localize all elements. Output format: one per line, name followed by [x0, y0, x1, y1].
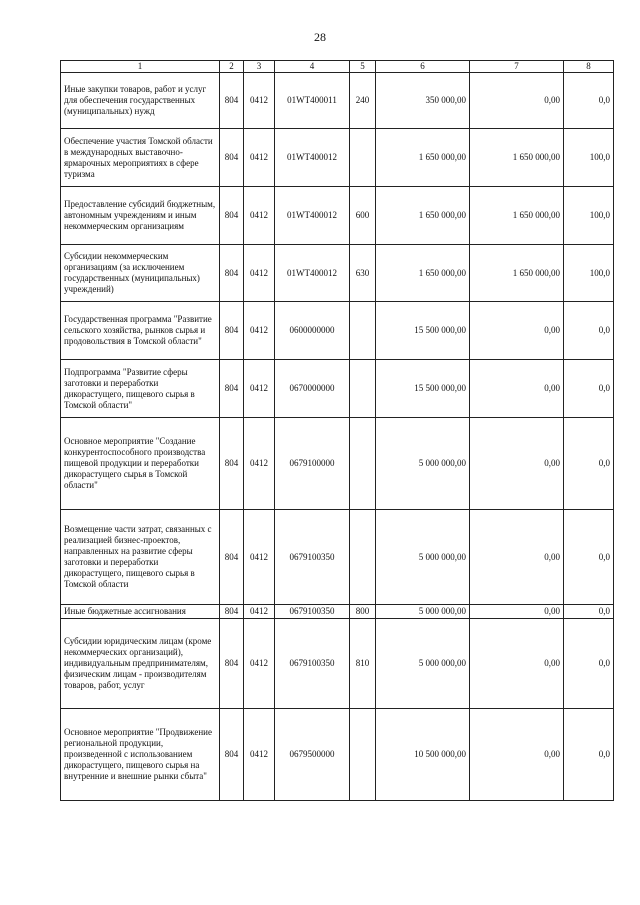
target-article-code: 0670000000	[275, 360, 350, 418]
plan-amount: 1 650 000,00	[376, 129, 470, 187]
target-article-code: 0600000000	[275, 302, 350, 360]
actual-amount: 0,00	[470, 360, 564, 418]
execution-percent: 0,0	[564, 73, 614, 129]
page-number: 28	[314, 30, 326, 44]
expense-type-code: 800	[350, 605, 376, 619]
actual-amount: 0,00	[470, 73, 564, 129]
row-name: Возмещение части затрат, связанных с реализацией бизнес-проектов, направленных на развитие сферы заготовки и переработки дикорастущего, пищевого сырья в Томской области	[61, 510, 220, 605]
expense-type-code: 600	[350, 187, 376, 245]
expense-type-code	[350, 510, 376, 605]
section-code: 0412	[244, 73, 275, 129]
actual-amount: 0,00	[470, 302, 564, 360]
section-code: 0412	[244, 129, 275, 187]
expense-type-code	[350, 129, 376, 187]
plan-amount: 1 650 000,00	[376, 187, 470, 245]
section-code: 0412	[244, 619, 275, 709]
column-header: 5	[350, 61, 376, 73]
column-header: 2	[220, 61, 244, 73]
row-name: Основное мероприятие "Продвижение региональной продукции, произведенной с использованием дикорастущего, пищевого сырья на внутренние и внешние рынки сбыта"	[61, 709, 220, 801]
section-code: 0412	[244, 510, 275, 605]
target-article-code: 01WT400012	[275, 187, 350, 245]
section-code: 0412	[244, 245, 275, 302]
expense-type-code: 630	[350, 245, 376, 302]
execution-percent: 100,0	[564, 245, 614, 302]
column-header: 4	[275, 61, 350, 73]
expense-type-code: 240	[350, 73, 376, 129]
expense-type-code	[350, 709, 376, 801]
section-code: 0412	[244, 187, 275, 245]
execution-percent: 100,0	[564, 129, 614, 187]
execution-percent: 0,0	[564, 605, 614, 619]
target-article-code: 01WT400011	[275, 73, 350, 129]
ministry-code: 804	[220, 129, 244, 187]
budget-table	[60, 60, 614, 801]
target-article-code: 0679100350	[275, 510, 350, 605]
row-name: Обеспечение участия Томской области в международных выставочно-ярмарочных мероприятиях в сфере туризма	[61, 129, 220, 187]
row-name: Субсидии юридическим лицам (кроме некоммерческих организаций), индивидуальным предпринимателям, физическим лицам - производителям товаров, работ, услуг	[61, 619, 220, 709]
target-article-code: 0679100350	[275, 605, 350, 619]
ministry-code: 804	[220, 187, 244, 245]
row-name: Подпрограмма "Развитие сферы заготовки и переработки дикорастущего, пищевого сырья в Томской области"	[61, 360, 220, 418]
ministry-code: 804	[220, 619, 244, 709]
column-header: 8	[564, 61, 614, 73]
plan-amount: 5 000 000,00	[376, 605, 470, 619]
actual-amount: 0,00	[470, 619, 564, 709]
expense-type-code	[350, 302, 376, 360]
table-row	[61, 418, 614, 510]
section-code: 0412	[244, 360, 275, 418]
actual-amount: 0,00	[470, 418, 564, 510]
column-header: 6	[376, 61, 470, 73]
target-article-code: 0679100350	[275, 619, 350, 709]
execution-percent: 0,0	[564, 360, 614, 418]
execution-percent: 0,0	[564, 418, 614, 510]
plan-amount: 5 000 000,00	[376, 619, 470, 709]
target-article-code: 0679100000	[275, 418, 350, 510]
table-row	[61, 605, 614, 619]
plan-amount: 5 000 000,00	[376, 418, 470, 510]
ministry-code: 804	[220, 245, 244, 302]
row-name: Предоставление субсидий бюджетным, автономным учреждениям и иным некоммерческим организациям	[61, 187, 220, 245]
table-row	[61, 73, 614, 129]
row-name: Иные закупки товаров, работ и услуг для обеспечения государственных (муниципальных) нужд	[61, 73, 220, 129]
column-header: 1	[61, 61, 220, 73]
plan-amount: 5 000 000,00	[376, 510, 470, 605]
target-article-code: 01WT400012	[275, 245, 350, 302]
target-article-code: 0679500000	[275, 709, 350, 801]
plan-amount: 350 000,00	[376, 73, 470, 129]
actual-amount: 1 650 000,00	[470, 187, 564, 245]
ministry-code: 804	[220, 418, 244, 510]
ministry-code: 804	[220, 510, 244, 605]
expense-type-code	[350, 360, 376, 418]
table-row	[61, 187, 614, 245]
column-header: 7	[470, 61, 564, 73]
execution-percent: 0,0	[564, 302, 614, 360]
table-row	[61, 302, 614, 360]
table-row	[61, 245, 614, 302]
section-code: 0412	[244, 605, 275, 619]
plan-amount: 10 500 000,00	[376, 709, 470, 801]
ministry-code: 804	[220, 302, 244, 360]
execution-percent: 0,0	[564, 510, 614, 605]
row-name: Субсидии некоммерческим организациям (за исключением государственных (муниципальных) учреждений)	[61, 245, 220, 302]
row-name: Иные бюджетные ассигнования	[61, 605, 220, 619]
table-row	[61, 360, 614, 418]
plan-amount: 15 500 000,00	[376, 302, 470, 360]
table-row	[61, 510, 614, 605]
section-code: 0412	[244, 709, 275, 801]
header-row	[61, 61, 614, 73]
row-name: Основное мероприятие "Создание конкурентоспособного производства пищевой продукции и переработки дикорастущего сырья в Томской области"	[61, 418, 220, 510]
actual-amount: 1 650 000,00	[470, 129, 564, 187]
expense-type-code	[350, 418, 376, 510]
table-row	[61, 129, 614, 187]
actual-amount: 1 650 000,00	[470, 245, 564, 302]
column-header: 3	[244, 61, 275, 73]
actual-amount: 0,00	[470, 709, 564, 801]
section-code: 0412	[244, 418, 275, 510]
actual-amount: 0,00	[470, 605, 564, 619]
ministry-code: 804	[220, 73, 244, 129]
ministry-code: 804	[220, 360, 244, 418]
execution-percent: 0,0	[564, 709, 614, 801]
target-article-code: 01WT400012	[275, 129, 350, 187]
plan-amount: 15 500 000,00	[376, 360, 470, 418]
row-name: Государственная программа "Развитие сельского хозяйства, рынков сырья и продовольствия в Томской области"	[61, 302, 220, 360]
table-row	[61, 619, 614, 709]
execution-percent: 100,0	[564, 187, 614, 245]
expense-type-code: 810	[350, 619, 376, 709]
ministry-code: 804	[220, 605, 244, 619]
section-code: 0412	[244, 302, 275, 360]
table-row	[61, 709, 614, 801]
actual-amount: 0,00	[470, 510, 564, 605]
plan-amount: 1 650 000,00	[376, 245, 470, 302]
execution-percent: 0,0	[564, 619, 614, 709]
ministry-code: 804	[220, 709, 244, 801]
